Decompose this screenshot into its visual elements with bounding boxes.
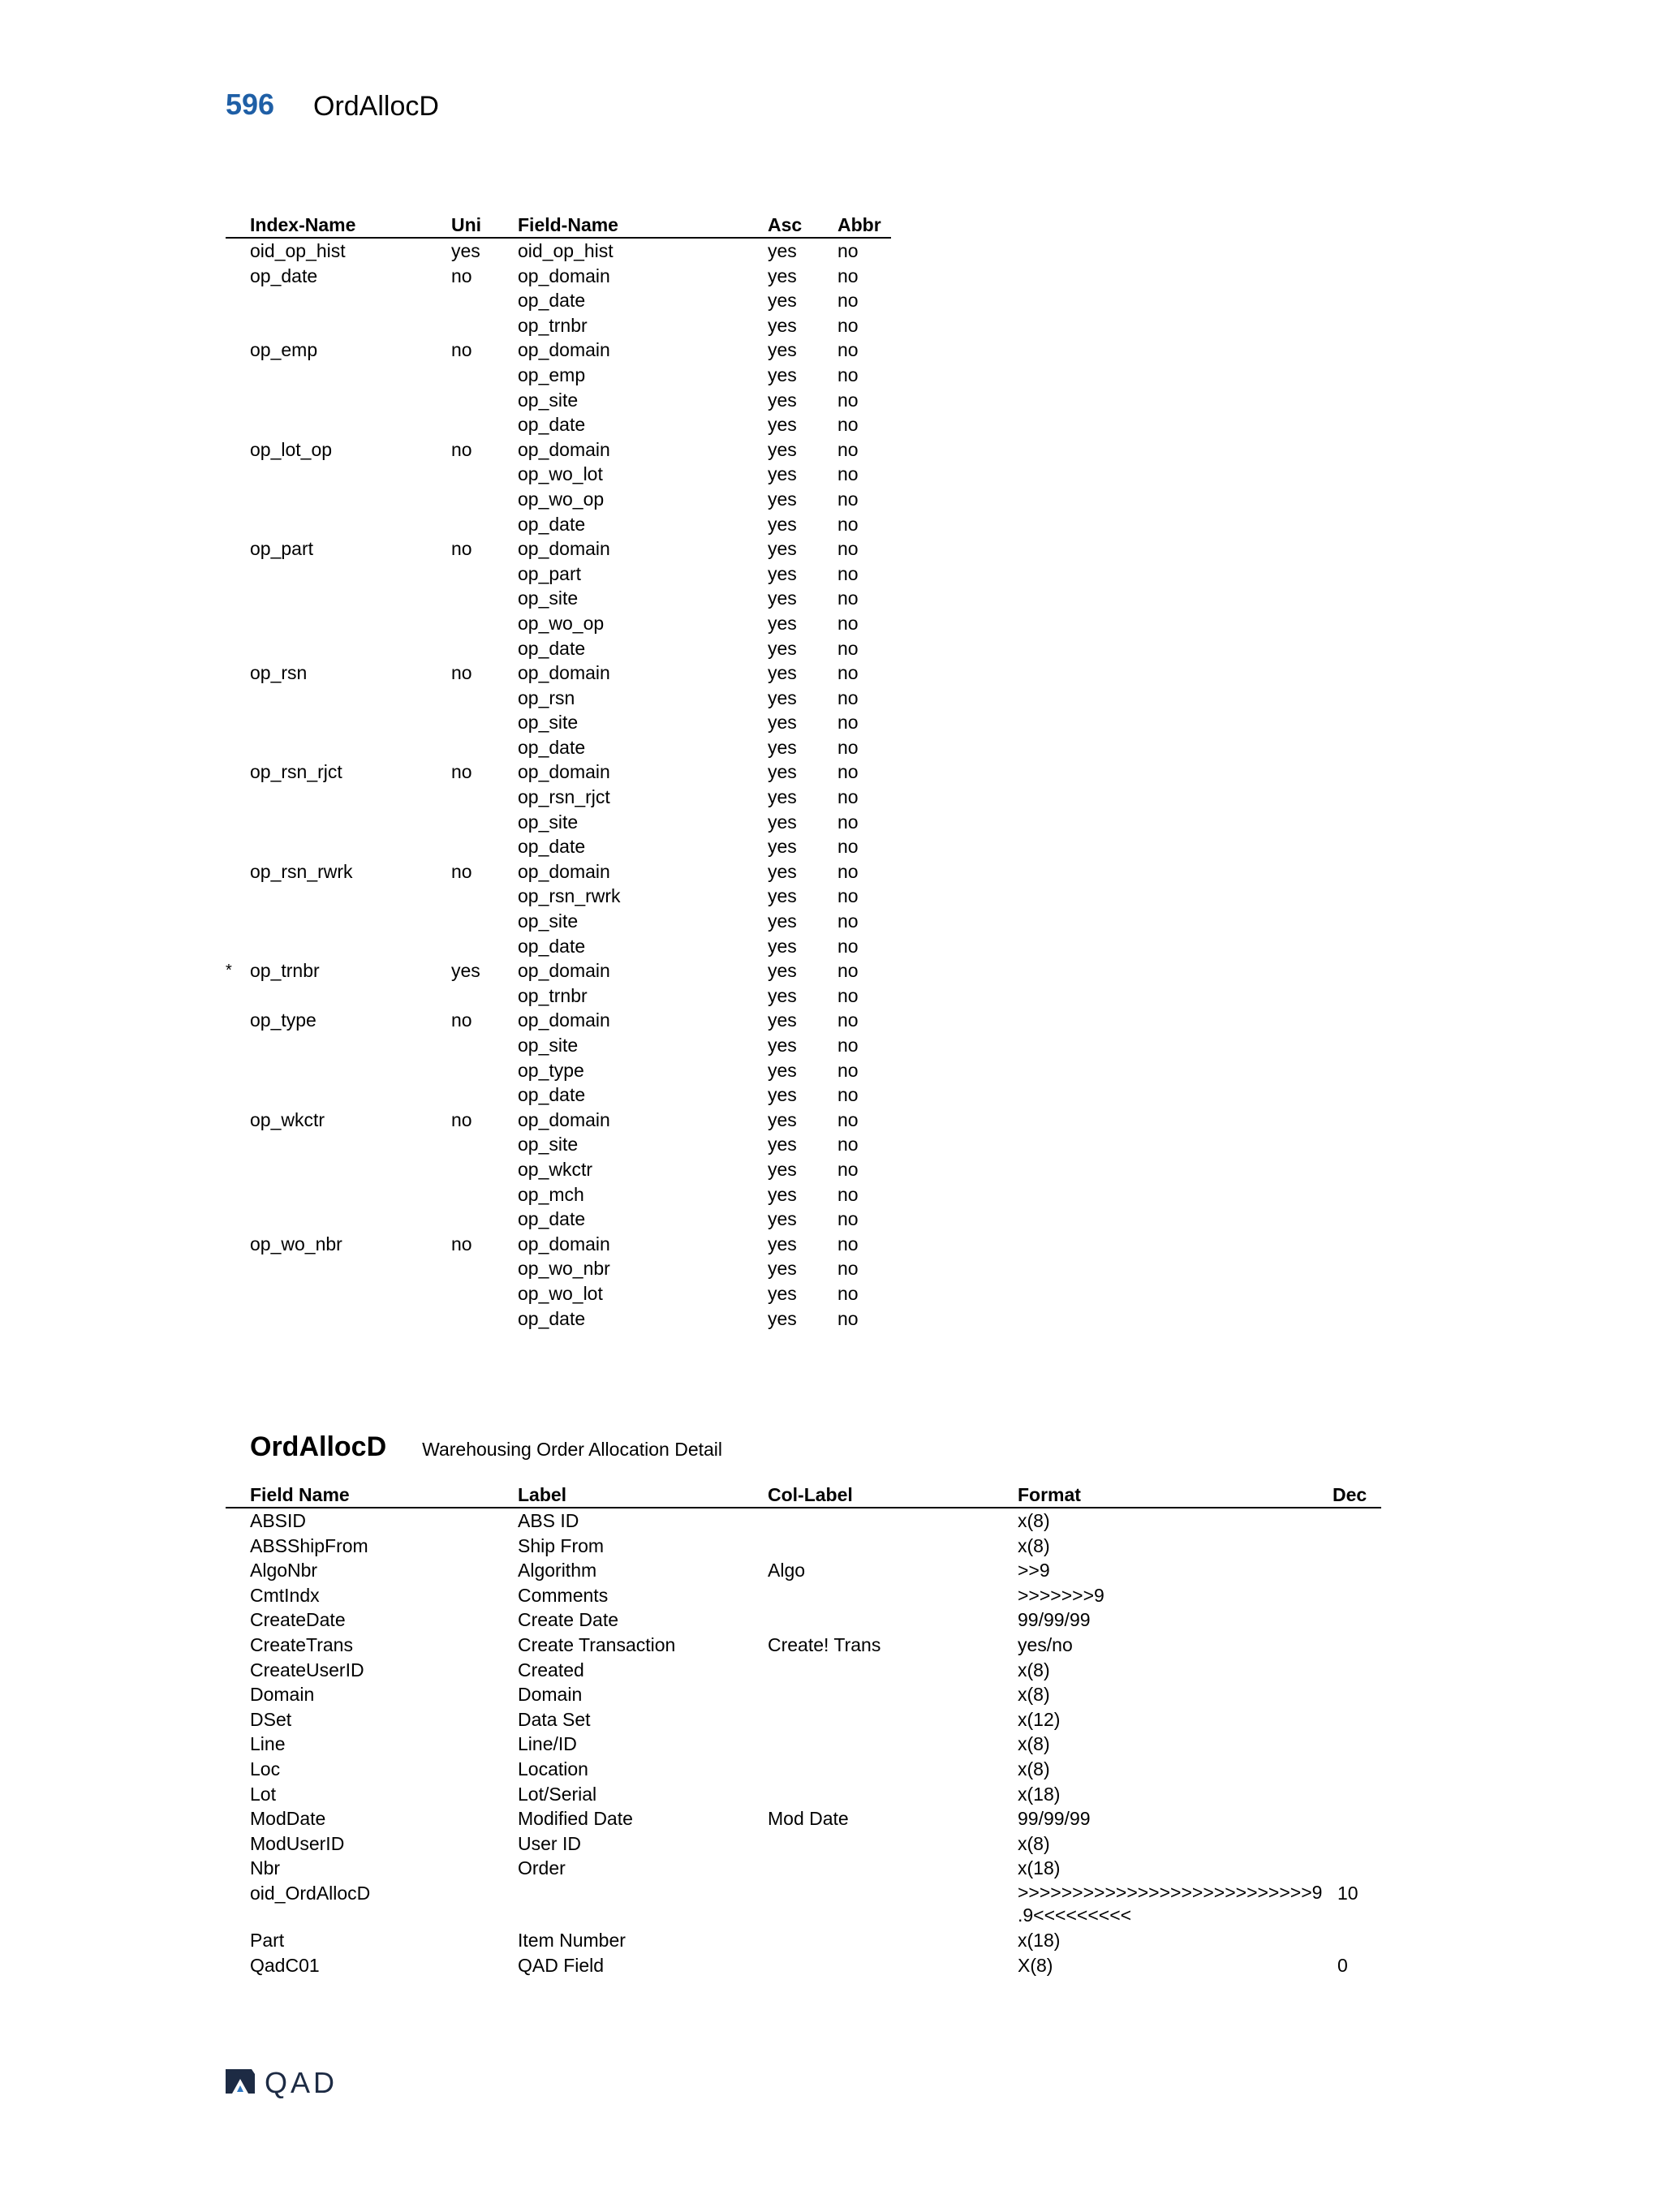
- field-table-row: [226, 1782, 1381, 1807]
- field-name-cell: op_date: [518, 935, 586, 957]
- abbr-cell: no: [837, 240, 859, 261]
- col-header-col-label: Col-Label: [768, 1484, 853, 1505]
- abbr-cell: no: [837, 1258, 859, 1280]
- abbr-cell: no: [837, 513, 859, 535]
- ascending-cell: yes: [768, 265, 797, 286]
- field-name-cell: op_date: [518, 513, 586, 535]
- field-table-row: [226, 1682, 1381, 1707]
- unique-cell: no: [451, 860, 472, 882]
- abbr-cell: no: [837, 612, 859, 634]
- field-name-cell: Line: [250, 1733, 286, 1755]
- ascending-cell: yes: [768, 786, 797, 808]
- unique-cell: no: [451, 1233, 472, 1254]
- field-table-row: [226, 1928, 1381, 1953]
- index-table-row: [226, 1256, 891, 1281]
- field-table-row: [226, 1806, 1381, 1831]
- page-number: 596: [226, 88, 275, 121]
- index-table-row: [226, 934, 891, 959]
- abbr-cell: no: [837, 761, 859, 783]
- field-name-cell: Part: [250, 1929, 285, 1951]
- abbr-cell: no: [837, 265, 859, 286]
- format-cell: x(18): [1018, 1783, 1061, 1805]
- abbr-cell: no: [837, 1108, 859, 1130]
- field-name-cell: op_domain: [518, 662, 610, 684]
- abbr-cell: no: [837, 736, 859, 758]
- ascending-cell: yes: [768, 712, 797, 734]
- ascending-cell: yes: [768, 736, 797, 758]
- format-cell: >>9: [1018, 1560, 1050, 1582]
- unique-cell: yes: [451, 960, 480, 982]
- dec-cell: 10: [1337, 1882, 1358, 1904]
- index-table-row: [226, 1306, 891, 1332]
- unique-cell: no: [451, 538, 472, 560]
- field-name-cell: CreateUserID: [250, 1659, 364, 1681]
- field-name-cell: op_site: [518, 712, 579, 734]
- unique-cell: no: [451, 761, 472, 783]
- index-table-row: [226, 636, 891, 661]
- index-table-row: [226, 586, 891, 611]
- ascending-cell: yes: [768, 935, 797, 957]
- field-name-cell: Lot: [250, 1783, 276, 1805]
- field-table-row: [226, 1534, 1381, 1559]
- ascending-cell: yes: [768, 587, 797, 609]
- index-table-row: [226, 288, 891, 313]
- index-table-row: [226, 760, 891, 785]
- unique-cell: no: [451, 662, 472, 684]
- ascending-cell: yes: [768, 314, 797, 336]
- field-table-row: [226, 1707, 1381, 1732]
- field-name-cell: op_part: [518, 562, 582, 584]
- field-name-cell: op_domain: [518, 1233, 610, 1254]
- abbr-cell: no: [837, 1009, 859, 1031]
- col-header-dec: Dec: [1333, 1484, 1367, 1505]
- field-name-cell: ABSShipFrom: [250, 1534, 368, 1556]
- label-cell: ABS ID: [518, 1510, 579, 1531]
- abbr-cell: no: [837, 1134, 859, 1155]
- index-table-row: [226, 536, 891, 562]
- ascending-cell: yes: [768, 860, 797, 882]
- index-table-row: [226, 1108, 891, 1133]
- field-name-cell: Domain: [250, 1684, 315, 1706]
- label-cell: Modified Date: [518, 1808, 633, 1830]
- abbr-cell: no: [837, 910, 859, 932]
- format-cell: x(12): [1018, 1708, 1061, 1730]
- index-table-row: [226, 661, 891, 686]
- section-title: [250, 1431, 722, 1463]
- field-name-cell: QadC01: [250, 1954, 320, 1976]
- index-table-row: [226, 363, 891, 388]
- field-table-row: [226, 1732, 1381, 1757]
- logo-text: QAD: [265, 2066, 338, 2099]
- ascending-cell: yes: [768, 885, 797, 907]
- index-table-row: [226, 1058, 891, 1083]
- field-name-cell: op_domain: [518, 1009, 610, 1031]
- ascending-cell: yes: [768, 513, 797, 535]
- col-header-asc: Asc: [768, 214, 803, 235]
- abbr-cell: no: [837, 860, 859, 882]
- label-cell: Line/ID: [518, 1733, 577, 1755]
- format-cell: x(8): [1018, 1659, 1050, 1681]
- field-name-cell: op_site: [518, 1134, 579, 1155]
- col-header-field-name: Field Name: [250, 1484, 350, 1505]
- field-table: [226, 1483, 1381, 1977]
- field-name-cell: DSet: [250, 1708, 292, 1730]
- format-cell: X(8): [1018, 1954, 1053, 1976]
- ascending-cell: yes: [768, 290, 797, 312]
- format-cell: x(18): [1018, 1857, 1061, 1879]
- index-name-cell: op_rsn_rjct: [250, 761, 342, 783]
- ascending-cell: yes: [768, 1233, 797, 1254]
- format-cell: x(8): [1018, 1534, 1050, 1556]
- index-table-row: [226, 437, 891, 463]
- format-cell: x(8): [1018, 1733, 1050, 1755]
- label-cell: Order: [518, 1857, 566, 1879]
- abbr-cell: no: [837, 1208, 859, 1230]
- col-header-field-name: Field-Name: [518, 214, 618, 235]
- field-name-cell: op_trnbr: [518, 984, 588, 1006]
- ascending-cell: yes: [768, 836, 797, 858]
- field-name-cell: ModDate: [250, 1808, 326, 1830]
- ascending-cell: yes: [768, 240, 797, 261]
- dec-cell: 0: [1337, 1954, 1348, 1976]
- ascending-cell: yes: [768, 1035, 797, 1056]
- label-cell: User ID: [518, 1832, 581, 1854]
- index-table-row: [226, 611, 891, 636]
- abbr-cell: no: [837, 836, 859, 858]
- page-title: OrdAllocD: [313, 91, 439, 122]
- field-table-row: [226, 1831, 1381, 1857]
- ascending-cell: yes: [768, 1158, 797, 1180]
- index-table-row: [226, 412, 891, 437]
- format-cell: >>>>>>>9: [1018, 1584, 1104, 1606]
- ascending-cell: yes: [768, 1059, 797, 1081]
- ascending-cell: yes: [768, 984, 797, 1006]
- label-cell: Created: [518, 1659, 584, 1681]
- format-cell: x(8): [1018, 1510, 1050, 1531]
- field-name-cell: ModUserID: [250, 1832, 345, 1854]
- label-cell: Algorithm: [518, 1560, 597, 1582]
- field-name-cell: op_mch: [518, 1183, 584, 1205]
- ascending-cell: yes: [768, 562, 797, 584]
- field-name-cell: CmtIndx: [250, 1584, 320, 1606]
- format-cell: 99/99/99: [1018, 1808, 1091, 1830]
- field-name-cell: op_wo_lot: [518, 1282, 603, 1304]
- field-name-cell: op_site: [518, 389, 579, 411]
- abbr-cell: no: [837, 1183, 859, 1205]
- index-table-row: [226, 1157, 891, 1182]
- ascending-cell: yes: [768, 389, 797, 411]
- ascending-cell: yes: [768, 364, 797, 385]
- abbr-cell: no: [837, 1307, 859, 1329]
- field-table-row: [226, 1953, 1381, 1978]
- abbr-cell: no: [837, 1282, 859, 1304]
- format-cell: x(8): [1018, 1684, 1050, 1706]
- index-table-row: [226, 710, 891, 735]
- index-table-row: [226, 388, 891, 413]
- ascending-cell: yes: [768, 1258, 797, 1280]
- field-name-cell: op_domain: [518, 1108, 610, 1130]
- ascending-cell: yes: [768, 1108, 797, 1130]
- field-name-cell: op_domain: [518, 761, 610, 783]
- field-name-cell: op_wo_op: [518, 612, 605, 634]
- index-table-row: [226, 983, 891, 1009]
- field-name-cell: oid_OrdAllocD: [250, 1882, 371, 1904]
- ascending-cell: yes: [768, 538, 797, 560]
- qad-logo-icon: [224, 2068, 256, 2095]
- ascending-cell: yes: [768, 1009, 797, 1031]
- index-table: [226, 213, 891, 1331]
- field-table-row: [226, 1633, 1381, 1658]
- ascending-cell: yes: [768, 910, 797, 932]
- col-header-format: Format: [1018, 1484, 1081, 1505]
- ascending-cell: yes: [768, 1307, 797, 1329]
- index-name-cell: op_wkctr: [250, 1108, 325, 1130]
- index-table-header: [226, 213, 891, 239]
- ascending-cell: yes: [768, 488, 797, 510]
- field-name-cell: op_date: [518, 1084, 586, 1106]
- abbr-cell: no: [837, 562, 859, 584]
- index-table-row: [226, 313, 891, 338]
- col-header-label: Label: [518, 1484, 567, 1505]
- field-table-row: [226, 1856, 1381, 1881]
- ascending-cell: yes: [768, 686, 797, 708]
- abbr-cell: no: [837, 538, 859, 560]
- unique-cell: yes: [451, 240, 480, 261]
- index-marker: *: [226, 962, 232, 980]
- field-name-cell: op_date: [518, 414, 586, 436]
- index-table-row: [226, 338, 891, 363]
- ascending-cell: yes: [768, 414, 797, 436]
- field-name-cell: op_date: [518, 1208, 586, 1230]
- label-cell: Ship From: [518, 1534, 605, 1556]
- index-name-cell: op_rsn: [250, 662, 308, 684]
- index-table-row: [226, 958, 891, 983]
- index-table-row: [226, 562, 891, 587]
- abbr-cell: no: [837, 314, 859, 336]
- ascending-cell: yes: [768, 1084, 797, 1106]
- field-name-cell: op_emp: [518, 364, 586, 385]
- index-table-row: [226, 785, 891, 810]
- field-name-cell: op_wo_lot: [518, 463, 603, 485]
- abbr-cell: no: [837, 662, 859, 684]
- format-cell: yes/no: [1018, 1633, 1073, 1655]
- field-name-cell: oid_op_hist: [518, 240, 614, 261]
- format-cell: x(18): [1018, 1929, 1061, 1951]
- index-name-cell: op_wo_nbr: [250, 1233, 342, 1254]
- abbr-cell: no: [837, 587, 859, 609]
- unique-cell: no: [451, 339, 472, 361]
- field-name-cell: op_rsn: [518, 686, 575, 708]
- unique-cell: no: [451, 265, 472, 286]
- label-cell: Location: [518, 1758, 588, 1779]
- abbr-cell: no: [837, 488, 859, 510]
- field-name-cell: op_date: [518, 290, 586, 312]
- abbr-cell: no: [837, 339, 859, 361]
- ascending-cell: yes: [768, 960, 797, 982]
- index-table-row: [226, 264, 891, 289]
- field-table-header: [226, 1483, 1381, 1508]
- label-cell: Data Set: [518, 1708, 591, 1730]
- ascending-cell: yes: [768, 612, 797, 634]
- field-name-cell: CreateTrans: [250, 1633, 353, 1655]
- col-header-uni: Uni: [451, 214, 482, 235]
- field-name-cell: op_wo_nbr: [518, 1258, 610, 1280]
- col-label-cell: Create! Trans: [768, 1633, 881, 1655]
- label-cell: Create Date: [518, 1609, 619, 1631]
- abbr-cell: no: [837, 712, 859, 734]
- section-name: OrdAllocD: [250, 1431, 387, 1462]
- index-table-row: [226, 884, 891, 909]
- index-table-row: [226, 686, 891, 711]
- ascending-cell: yes: [768, 811, 797, 833]
- ascending-cell: yes: [768, 438, 797, 460]
- field-name-cell: Nbr: [250, 1857, 281, 1879]
- abbr-cell: no: [837, 1084, 859, 1106]
- ascending-cell: yes: [768, 1208, 797, 1230]
- field-name-cell: op_date: [518, 836, 586, 858]
- abbr-cell: no: [837, 885, 859, 907]
- format-cell: x(8): [1018, 1758, 1050, 1779]
- field-name-cell: op_wo_op: [518, 488, 605, 510]
- index-table-row: [226, 1132, 891, 1157]
- field-table-row: [226, 1607, 1381, 1633]
- index-table-row: [226, 1281, 891, 1306]
- format-cell: >>>>>>>>>>>>>>>>>>>>>>>>>>>9 .9<<<<<<<<<: [1018, 1881, 1323, 1926]
- abbr-cell: no: [837, 438, 859, 460]
- field-table-row: [226, 1881, 1381, 1928]
- col-label-cell: Algo: [768, 1560, 806, 1582]
- index-table-row: [226, 909, 891, 934]
- index-table-row: [226, 1082, 891, 1108]
- ascending-cell: yes: [768, 463, 797, 485]
- ascending-cell: yes: [768, 662, 797, 684]
- ascending-cell: yes: [768, 761, 797, 783]
- field-name-cell: op_site: [518, 587, 579, 609]
- unique-cell: no: [451, 438, 472, 460]
- field-name-cell: op_type: [518, 1059, 584, 1081]
- index-table-row: [226, 735, 891, 760]
- field-name-cell: op_site: [518, 1035, 579, 1056]
- index-table-row: [226, 487, 891, 512]
- field-name-cell: op_site: [518, 811, 579, 833]
- field-name-cell: op_wkctr: [518, 1158, 593, 1180]
- field-name-cell: AlgoNbr: [250, 1560, 318, 1582]
- index-table-row: [226, 1033, 891, 1058]
- index-name-cell: op_trnbr: [250, 960, 320, 982]
- field-name-cell: op_rsn_rwrk: [518, 885, 621, 907]
- label-cell: Domain: [518, 1684, 583, 1706]
- abbr-cell: no: [837, 1158, 859, 1180]
- abbr-cell: no: [837, 463, 859, 485]
- abbr-cell: no: [837, 1233, 859, 1254]
- index-table-row: [226, 1008, 891, 1033]
- field-table-row: [226, 1508, 1381, 1534]
- field-name-cell: op_domain: [518, 265, 610, 286]
- abbr-cell: no: [837, 935, 859, 957]
- label-cell: Create Transaction: [518, 1633, 676, 1655]
- field-table-row: [226, 1583, 1381, 1608]
- abbr-cell: no: [837, 786, 859, 808]
- index-name-cell: op_date: [250, 265, 318, 286]
- ascending-cell: yes: [768, 1282, 797, 1304]
- abbr-cell: no: [837, 414, 859, 436]
- index-name-cell: op_part: [250, 538, 314, 560]
- index-table-row: [226, 239, 891, 264]
- index-name-cell: op_emp: [250, 339, 318, 361]
- ascending-cell: yes: [768, 1134, 797, 1155]
- abbr-cell: no: [837, 364, 859, 385]
- field-name-cell: op_domain: [518, 339, 610, 361]
- index-name-cell: oid_op_hist: [250, 240, 346, 261]
- field-name-cell: op_rsn_rjct: [518, 786, 610, 808]
- abbr-cell: no: [837, 1059, 859, 1081]
- col-header-abbr: Abbr: [837, 214, 881, 235]
- index-table-row: [226, 810, 891, 835]
- abbr-cell: no: [837, 984, 859, 1006]
- field-name-cell: CreateDate: [250, 1609, 346, 1631]
- field-name-cell: op_trnbr: [518, 314, 588, 336]
- index-table-row: [226, 859, 891, 884]
- abbr-cell: no: [837, 290, 859, 312]
- col-label-cell: Mod Date: [768, 1808, 849, 1830]
- abbr-cell: no: [837, 1035, 859, 1056]
- abbr-cell: no: [837, 960, 859, 982]
- col-header-index-name: Index-Name: [250, 214, 356, 235]
- index-table-row: [226, 1207, 891, 1232]
- field-table-row: [226, 1757, 1381, 1782]
- index-table-row: [226, 1182, 891, 1207]
- abbr-cell: no: [837, 637, 859, 659]
- index-name-cell: op_rsn_rwrk: [250, 860, 353, 882]
- field-name-cell: ABSID: [250, 1510, 307, 1531]
- label-cell: QAD Field: [518, 1954, 605, 1976]
- field-name-cell: op_date: [518, 736, 586, 758]
- abbr-cell: no: [837, 686, 859, 708]
- field-name-cell: Loc: [250, 1758, 281, 1779]
- ascending-cell: yes: [768, 1183, 797, 1205]
- format-cell: x(8): [1018, 1832, 1050, 1854]
- ascending-cell: yes: [768, 637, 797, 659]
- index-table-row: [226, 1232, 891, 1257]
- abbr-cell: no: [837, 811, 859, 833]
- label-cell: Item Number: [518, 1929, 626, 1951]
- unique-cell: no: [451, 1108, 472, 1130]
- label-cell: Lot/Serial: [518, 1783, 597, 1805]
- field-name-cell: op_domain: [518, 538, 610, 560]
- format-cell: 99/99/99: [1018, 1609, 1091, 1631]
- index-table-row: [226, 512, 891, 537]
- section-description: Warehousing Order Allocation Detail: [422, 1439, 723, 1460]
- abbr-cell: no: [837, 389, 859, 411]
- field-name-cell: op_site: [518, 910, 579, 932]
- unique-cell: no: [451, 1009, 472, 1031]
- field-name-cell: op_domain: [518, 960, 610, 982]
- field-name-cell: op_date: [518, 637, 586, 659]
- index-name-cell: op_lot_op: [250, 438, 333, 460]
- index-table-row: [226, 834, 891, 859]
- index-table-row: [226, 462, 891, 487]
- label-cell: Comments: [518, 1584, 609, 1606]
- field-table-row: [226, 1658, 1381, 1683]
- ascending-cell: yes: [768, 339, 797, 361]
- field-name-cell: op_domain: [518, 438, 610, 460]
- index-name-cell: op_type: [250, 1009, 316, 1031]
- field-name-cell: op_domain: [518, 860, 610, 882]
- field-name-cell: op_date: [518, 1307, 586, 1329]
- field-table-row: [226, 1558, 1381, 1583]
